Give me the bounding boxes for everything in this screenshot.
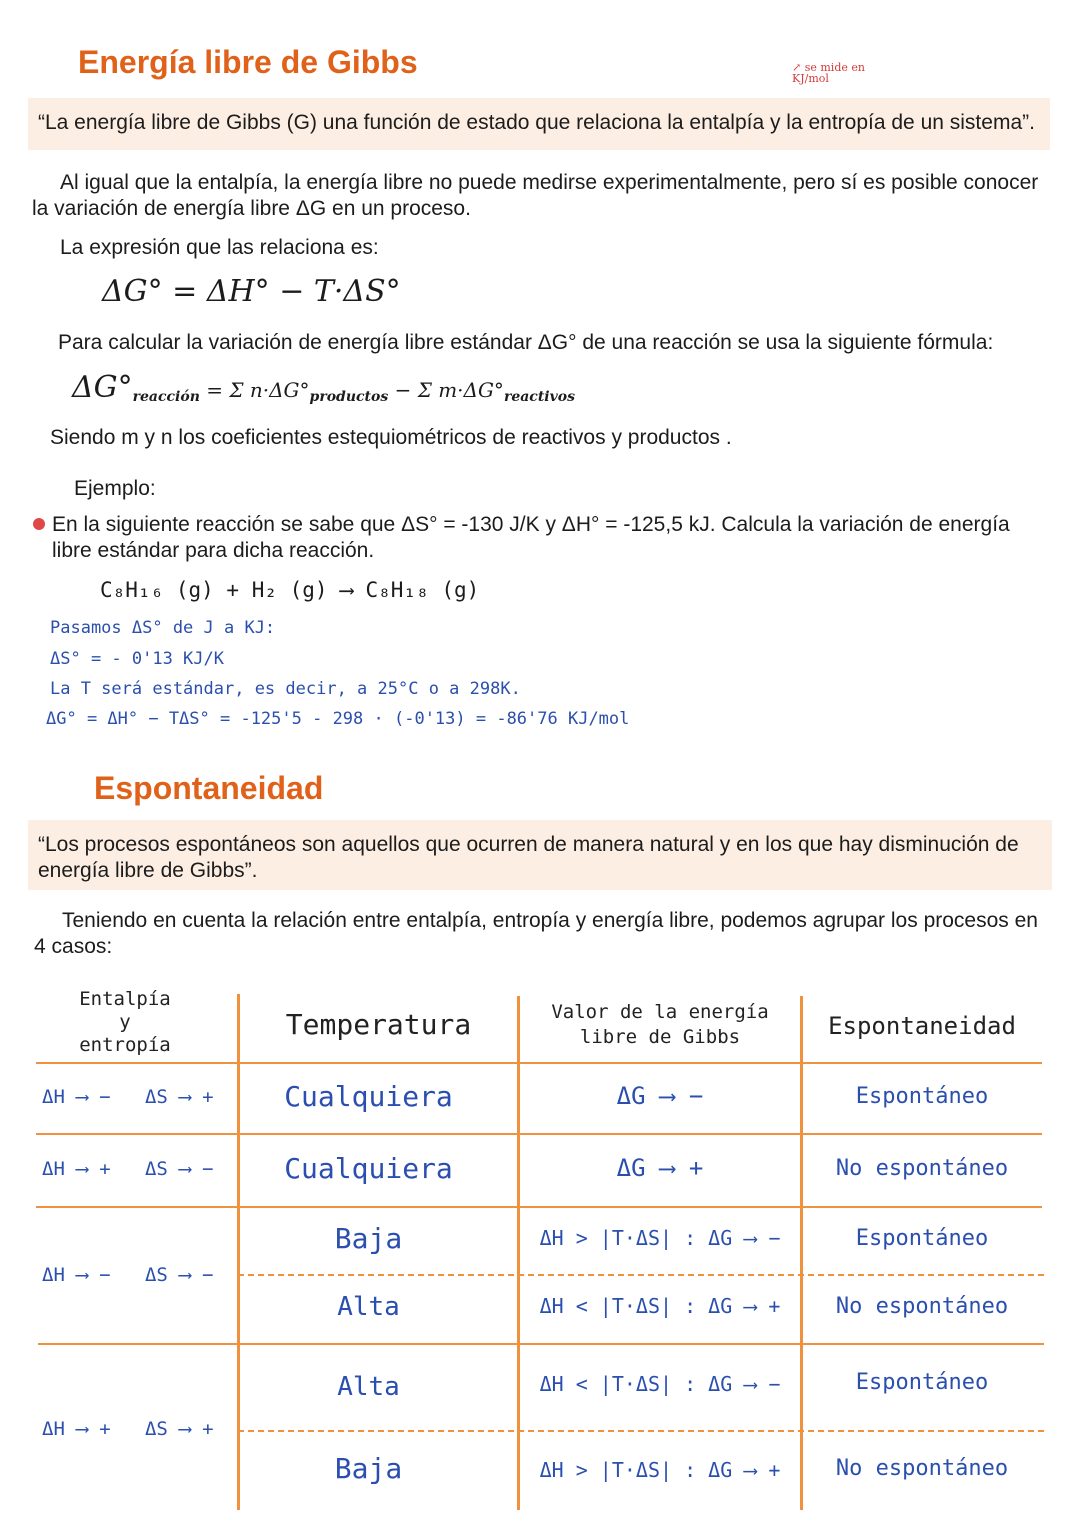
group2-row1-gibbs: ΔG ⟶ + — [616, 1154, 704, 1182]
header-col3-line1: Valor de la energía — [551, 1001, 769, 1023]
group3-row1-gibbs: ΔH > |T·ΔS| : ΔG ⟶ − — [539, 1226, 781, 1250]
group1-row1-spontaneity: Espontáneo — [855, 1084, 989, 1109]
bullet-icon — [33, 518, 45, 530]
group1-row1-gibbs: ΔG ⟶ − — [616, 1082, 704, 1110]
formula-main: ΔG° — [72, 370, 133, 405]
group2-row1-spontaneity: No espontáneo — [835, 1156, 1009, 1181]
group4-row2-gibbs: ΔH > |T·ΔS| : ΔG ⟶ + — [539, 1458, 781, 1482]
paragraph-standard: Para calcular la variación de energía libre estándar ΔG° de una reacción se usa la siguiente fórmula: — [58, 331, 994, 354]
group4-row2-spontaneity: No espontáneo — [835, 1456, 1009, 1481]
group2-row1-temperature: Cualquiera — [284, 1152, 453, 1185]
table-hline-3 — [38, 1343, 1044, 1345]
definition-box-gibbs — [28, 98, 1050, 150]
formula-reaction — [72, 370, 575, 405]
header-enthalpy-entropy — [40, 988, 210, 1057]
group3-signs: ΔH ⟶ − ΔS ⟶ − — [42, 1264, 214, 1286]
definition-box-espontaneidad — [28, 820, 1052, 890]
group3-row1-temperature: Baja — [334, 1222, 403, 1255]
paragraph-expression: La expresión que las relaciona es: — [60, 236, 379, 259]
group3-row2-spontaneity: No espontáneo — [835, 1294, 1009, 1319]
header-col1-line1: Entalpía — [79, 988, 171, 1010]
formula-mid2: − Σ m·ΔG° — [388, 378, 504, 402]
solution-line-2: ΔS° = - 0'13 KJ/K — [50, 649, 224, 669]
group4-row1-temperature: Alta — [337, 1372, 400, 1402]
table-hline-1 — [36, 1133, 1042, 1135]
section-title-espontaneidad: Espontaneidad — [94, 770, 324, 806]
definition-text-espontaneidad: “Los procesos espontáneos son aquellos que ocurren de manera natural y en los que hay disminución de energía libre de Gibbs”. — [38, 833, 1019, 882]
group4-row1-spontaneity: Espontáneo — [855, 1370, 989, 1395]
group4-row2-temperature: Baja — [334, 1452, 403, 1485]
section-title-gibbs: Energía libre de Gibbs — [78, 44, 418, 80]
header-col1-line2: y — [119, 1011, 131, 1033]
group4-row1-gibbs: ΔH < |T·ΔS| : ΔG ⟶ − — [539, 1372, 781, 1396]
group3-row2-gibbs: ΔH < |T·ΔS| : ΔG ⟶ + — [539, 1294, 781, 1318]
table-hline-2 — [36, 1206, 1042, 1208]
table-dashed-line-2 — [238, 1430, 1044, 1432]
reaction-equation: C₈H₁₆ (g) + H₂ (g) ⟶ C₈H₁₈ (g) — [100, 578, 480, 602]
group3-row2-temperature: Alta — [337, 1292, 400, 1322]
side-note-arrow-icon: ↗ — [792, 61, 805, 74]
group1-row1-temperature: Cualquiera — [284, 1080, 453, 1113]
definition-text-gibbs: “La energía libre de Gibbs (G) una función de estado que relaciona la entalpía y la entropía de un sistema”. — [38, 111, 1035, 134]
side-note-text: se mide en KJ/mol — [792, 61, 865, 85]
formula-sub-reaccion: reacción — [132, 389, 200, 406]
paragraph-coefficients: Siendo m y n los coeficientes estequiométricos de reactivos y productos . — [50, 426, 732, 449]
group1-signs: ΔH ⟶ − ΔS ⟶ + — [42, 1086, 214, 1108]
table-dashed-line-1 — [238, 1274, 1044, 1276]
solution-line-3: La T será estándar, es decir, a 25°C o a 298K. — [50, 679, 521, 699]
paragraph-cases: Teniendo en cuenta la relación entre entalpía, entropía y energía libre, podemos agrupar los procesos en 4 casos: — [34, 909, 1038, 958]
side-note — [792, 62, 872, 84]
formula-gibbs: ΔG° = ΔH° − T·ΔS° — [102, 274, 401, 309]
table-vline-2 — [517, 996, 520, 1510]
group4-signs: ΔH ⟶ + ΔS ⟶ + — [42, 1418, 214, 1440]
header-col3-line2: libre de Gibbs — [579, 1026, 741, 1048]
formula-sub-productos: productos — [309, 389, 389, 406]
example-label: Ejemplo: — [74, 477, 156, 500]
table-vline-3 — [800, 996, 803, 1510]
example-statement: En la siguiente reacción se sabe que ΔS° = -130 J/K y ΔH° = -125,5 kJ. Calcula la variación de energía libre estándar para dicha reacción. — [52, 513, 1010, 562]
table-hline-header — [36, 1062, 1042, 1064]
group2-signs: ΔH ⟶ + ΔS ⟶ − — [42, 1158, 214, 1180]
header-col1-line3: entropía — [79, 1034, 171, 1056]
header-temperature: Temperatura — [285, 1008, 472, 1041]
formula-sub-reactivos: reactivos — [503, 389, 575, 406]
solution-line-4: ΔG° = ΔH° − TΔS° = -125'5 - 298 · (-0'13) = -86'76 KJ/mol — [46, 709, 630, 729]
group3-row1-spontaneity: Espontáneo — [855, 1226, 989, 1251]
paragraph-intro: Al igual que la entalpía, la energía libre no puede medirse experimentalmente, pero sí es posible conocer la variación de energía libre ΔG en un proceso. — [32, 171, 1039, 220]
header-spontaneity: Espontaneidad — [828, 1012, 1016, 1040]
formula-mid1: = Σ n·ΔG° — [199, 378, 310, 402]
solution-line-1: Pasamos ΔS° de J a KJ: — [50, 618, 276, 638]
header-gibbs-value — [520, 1000, 800, 1050]
